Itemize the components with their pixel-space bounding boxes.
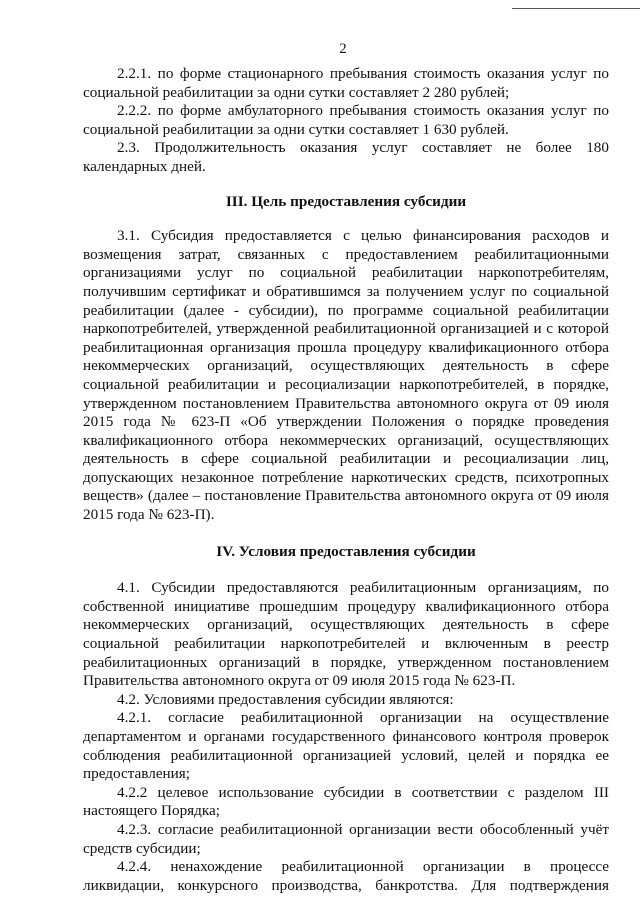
section-heading: III. Цель предоставления субсидии [225,192,467,210]
top-rule-divider [512,8,640,9]
paragraph: 2.2.2. по форме амбулаторного пребывания стоимость оказания услуг по социальной реабилитации за одни сутки составляет 1 630 рублей. [83,102,609,138]
paragraph: 4.2.4. ненахождение реабилитационной организации в процессе ликвидации, конкурсного производства, банкротства. Для подтверждения [83,858,609,894]
paragraph: 2.3. Продолжительность оказания услуг составляет не более 180 календарных дней. [83,139,609,175]
paragraph: 4.2.1. согласие реабилитационной организации на осуществление департаментом и органами государственного финансового контроля проверок соблюдения реабилитационной организацией условий, целей и порядка ее предоставления; [83,709,609,783]
paragraph: 3.1. Субсидия предоставляется с целью финансирования расходов и возмещения затрат, связанных с предоставлением реабилитационными организациями услуг по социальной реабилитации наркопотребителям, получившим сертификат и обратившимся за получением услуг по социальной реабилитации (далее - субсидии), по программе социальной реабилитации наркопотребителей, утвержденной реабилитационной организацией и с которой реабилитационная организация прошла процедуру квалификационного отбора некоммерческих организаций, осуществляющих деятельность в сфере социальной реабилитации и ресоциализации наркопотребителей, в порядке, утвержденном постановлением Правительства автономного округа от 09 июля 2015 года № 623-П «Об утверждении Положения о порядке проведения квалификационного отбора некоммерческих организаций, осуществляющих деятельность в сфере социальной реабилитации и ресоциализации лиц, допускающих незаконное потребление наркотических средств, психотропных веществ» (далее – постановление Правительства автономного округа от 09 июля 2015 года № 623-П). [83,227,609,524]
section-heading: IV. Условия предоставления субсидии [216,542,476,560]
paragraph: 4.1. Субсидии предоставляются реабилитационным организациям, по собственной инициативе прошедшим процедуру квалификационного отбора некоммерческих организаций, осуществляющих деятельность в сфере социальной реабилитации наркопотребителей и включенным в реестр реабилитационных организаций в порядке, утвержденном постановлением Правительства автономного округа от 09 июля 2015 года № 623-П. [83,579,609,690]
paragraph: 4.2.3. согласие реабилитационной организации вести обособленный учёт средств субсидии; [83,820,609,857]
paragraph: 4.2.2 целевое использование субсидии в соответствии с разделом III настоящего Порядка; [83,783,609,820]
document-body [83,65,609,895]
paragraph: 2.2.1. по форме стационарного пребывания стоимость оказания услуг по социальной реабилитации за одни сутки составляет 2 280 рублей; [83,65,609,101]
page-number: 2 [339,41,347,57]
paragraph: 4.2. Условиями предоставления субсидии являются: [117,690,454,708]
